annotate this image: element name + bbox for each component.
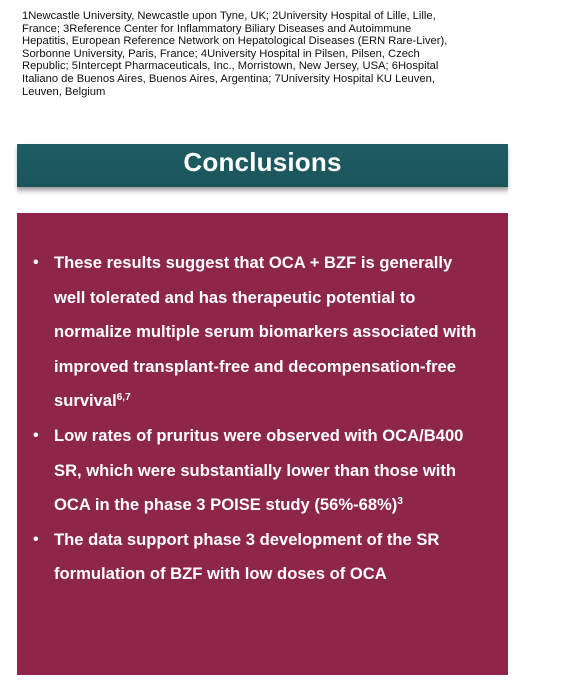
conclusion-item bbox=[17, 246, 508, 419]
conclusion-text: These results suggest that OCA + BZF is generally well tolerated and has therapeutic potential to normalize multiple serum biomarkers associated with improved transplant-free and decompensation-free survival$^{6,7}$ bbox=[54, 253, 477, 411]
conclusions-panel bbox=[17, 213, 508, 675]
bullet-icon: • bbox=[33, 426, 39, 444]
section-title: Conclusions bbox=[183, 147, 342, 177]
conclusions-list bbox=[17, 246, 508, 592]
affiliations-text: 1Newcastle University, Newcastle upon Tyne, UK; 2University Hospital of Lille, Lille, France; 3Reference Center for Inflammatory Biliary Diseases and Autoimmune Hepatitis, European Reference Network on Hepatological Diseases (ERN Rare-Liver), Sorbonne University, Paris, France; 4University Hospital in Pilsen, Pilsen, Czech Republic; 5Intercept Pharmaceuticals, Inc., Morristown, New Jersey, USA; 6Hospital Italiano de Buenos Aires, Buenos Aires, Argentina; 7University Hospital KU Leuven, Leuven, Belgium bbox=[22, 10, 448, 98]
bullet-icon: • bbox=[33, 530, 39, 548]
citation-superscript: 3 bbox=[397, 496, 403, 508]
conclusion-item bbox=[17, 523, 508, 592]
conclusions-banner bbox=[17, 144, 508, 187]
conclusion-text: Low rates of pruritus were observed with OCA/B400 SR, which were substantially lower than those with OCA in the phase 3 POISE study $(56\%-68\%)^3$ bbox=[54, 425, 464, 515]
banner-shadow bbox=[17, 186, 508, 196]
bullet-icon: • bbox=[33, 254, 39, 271]
conclusion-text: The data support phase 3 development of the SR formulation of BZF with low doses of OCA bbox=[54, 529, 440, 584]
conclusion-item bbox=[17, 419, 508, 523]
citation-superscript: 6,7 bbox=[116, 392, 131, 404]
